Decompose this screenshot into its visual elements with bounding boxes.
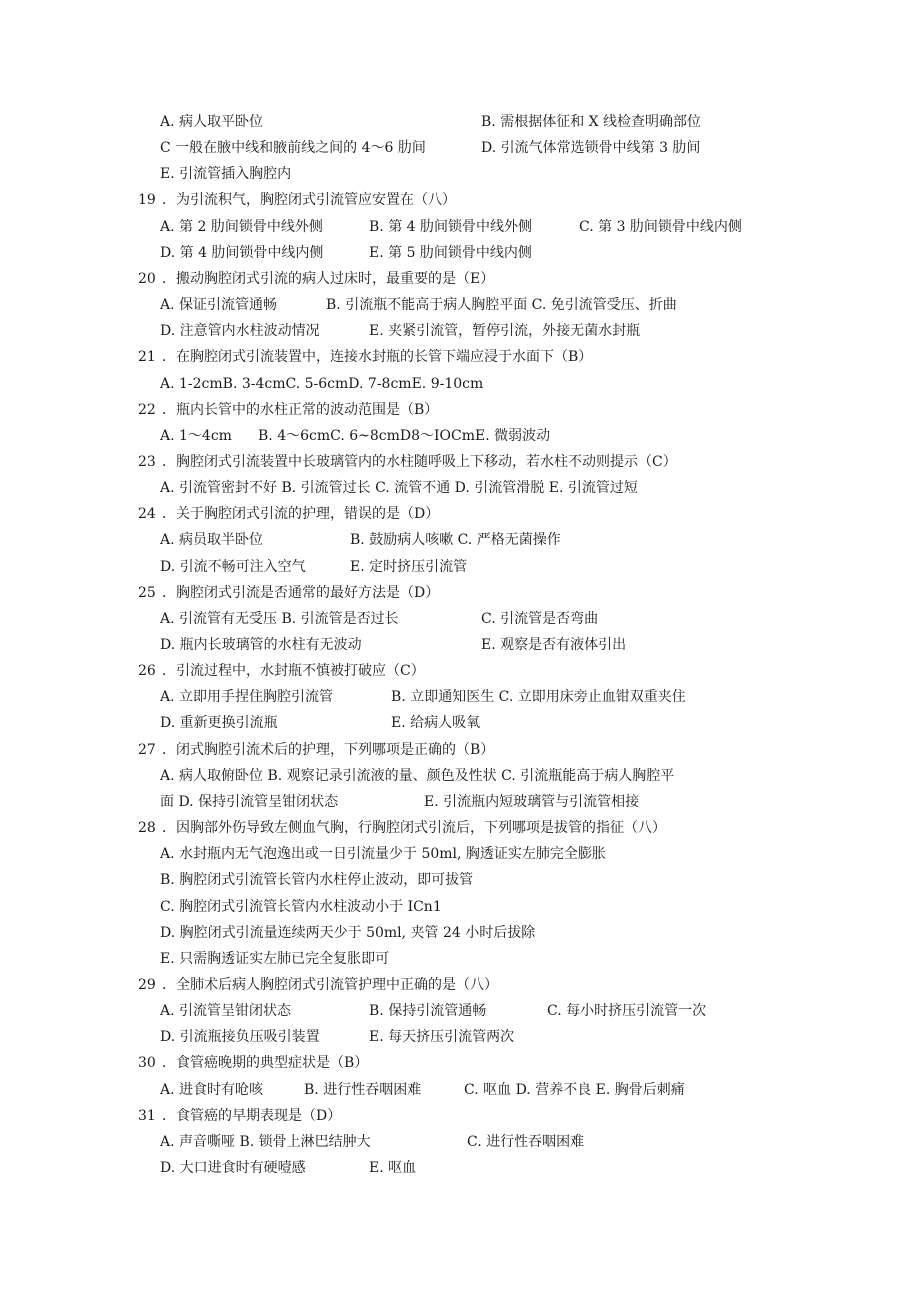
question-text: ．胸腔闭式引流装置中长玻璃管内的水柱随呼吸上下移动，若水柱不动则提示（C） <box>162 454 677 470</box>
answer-option: B. 保持引流管通畅 <box>369 1003 487 1019</box>
question-text: ．引流过程中，水封瓶不慎被打破应（C） <box>162 663 425 679</box>
answer-option: B. 引流瓶不能高于病人胸腔平面 C. 免引流管受压、折曲 <box>326 297 677 313</box>
answer-option: C. 引流管是否弯曲 <box>481 611 599 627</box>
answer-option: B. 4～6cmC. 6~8cmD8～IOCmE. 微弱波动 <box>258 428 551 444</box>
answer-option: D. 第 4 肋间锁骨中线内侧 <box>160 245 324 261</box>
answer-option: C. 每小时挤压引流管一次 <box>547 1003 707 1019</box>
question-text: ．因胸部外伤导致左侧血气胸，行胸腔闭式引流后，下列哪项是拔管的指征（八） <box>162 820 666 836</box>
question-stem <box>138 976 498 994</box>
answer-option: A. 引流管密封不好 B. 引流管过长 C. 流管不通 D. 引流管滑脱 E. 引流管过短 <box>160 480 638 496</box>
question-text: ．瓶内长管中的水柱正常的波动范围是（B） <box>162 402 439 418</box>
question-text: ．胸腔闭式引流是否通常的最好方法是（D） <box>162 585 440 601</box>
answer-option: A. 引流管呈钳闭状态 <box>160 1003 292 1019</box>
question-text: ．全肺术后病人胸腔闭式引流管护理中正确的是（八） <box>162 977 498 993</box>
answer-option: D. 重新更换引流瓶 <box>160 715 278 731</box>
answer-option: B. 进行性吞咽困难 <box>304 1082 422 1098</box>
answer-option: C. 呕血 D. 营养不良 E. 胸骨后刺痛 <box>464 1082 685 1098</box>
answer-option: E. 引流瓶内短玻璃管与引流管相接 <box>424 794 640 810</box>
question-stem <box>138 270 494 288</box>
answer-option: A. 立即用手捏住胸腔引流管 <box>160 689 334 705</box>
question-stem <box>138 191 456 209</box>
question-text: ．为引流积气，胸腔闭式引流管应安置在（八） <box>162 192 456 208</box>
answer-option: E. 给病人吸氧 <box>391 715 481 731</box>
question-stem <box>138 401 438 419</box>
answer-option: C. 第 3 肋间锁骨中线内侧 <box>579 219 742 235</box>
question-number: 29 <box>138 977 156 993</box>
answer-option: A. 保证引流管通畅 <box>160 297 278 313</box>
question-number: 20 <box>138 271 156 287</box>
question-text: ．食管癌的早期表现是（D） <box>162 1108 342 1124</box>
answer-option: C 一般在腋中线和腋前线之间的 4～6 肋间 <box>160 140 426 156</box>
answer-option: D. 引流不畅可注入空气 <box>160 559 306 575</box>
question-stem <box>138 348 592 366</box>
answer-option: C. 胸腔闭式引流管长管内水柱波动小于 ICn1 <box>160 899 442 915</box>
answer-option: A. 病人取俯卧位 B. 观察记录引流液的量、颜色及性状 C. 引流瓶能高于病人胸腔平 <box>160 768 675 784</box>
answer-option: E. 观察是否有液体引出 <box>481 637 627 653</box>
question-number: 21 <box>138 349 156 365</box>
answer-option: A. 1-2cmB. 3-4cmC. 5-6cmD. 7-8cmE. 9-10cm <box>160 376 484 392</box>
question-number: 22 <box>138 402 156 418</box>
answer-option: B. 第 4 肋间锁骨中线外侧 <box>369 219 532 235</box>
question-stem <box>138 584 439 602</box>
answer-option: C. 进行性吞咽困难 <box>467 1134 585 1150</box>
question-text: ．食管癌晚期的典型症状是（B） <box>162 1055 369 1071</box>
answer-option: D. 瓶内长玻璃管的水柱有无波动 <box>160 637 362 653</box>
answer-option: A. 引流管有无受压 B. 引流管是否过长 <box>160 611 399 627</box>
answer-option: B. 鼓励病人咳嗽 C. 严格无菌操作 <box>350 532 561 548</box>
question-stem <box>138 662 425 680</box>
answer-option: E. 引流管插入胸腔内 <box>160 166 292 182</box>
answer-option: A. 1～4cm <box>160 428 232 444</box>
question-number: 30 <box>138 1055 156 1071</box>
answer-option: E. 只需胸透证实左肺已完全复胀即可 <box>160 951 390 967</box>
answer-option: A. 声音嘶哑 B. 锁骨上淋巴结肿大 <box>160 1134 371 1150</box>
answer-option: A. 水封瓶内无气泡逸出或一日引流量少于 50ml, 胸透证实左肺完全膨胀 <box>160 846 606 862</box>
answer-option: D. 大口进食时有硬噎感 <box>160 1160 306 1176</box>
answer-option: A. 病员取半卧位 <box>160 532 264 548</box>
question-stem <box>138 819 666 837</box>
question-number: 31 <box>138 1108 156 1124</box>
question-number: 25 <box>138 585 156 601</box>
question-stem <box>138 1054 368 1072</box>
answer-option: B. 胸腔闭式引流管长管内水柱停止波动，即可拔管 <box>160 872 474 888</box>
question-stem <box>138 453 677 471</box>
question-number: 24 <box>138 506 156 522</box>
question-text: ．关于胸腔闭式引流的护理，错误的是（D） <box>162 506 440 522</box>
answer-option: A. 病人取平卧位 <box>160 114 264 130</box>
question-stem <box>138 741 494 759</box>
answer-option: 面 D. 保持引流管呈钳闭状态 <box>160 794 339 810</box>
question-stem <box>138 505 439 523</box>
answer-option: D. 注意管内水柱波动情况 <box>160 323 320 339</box>
answer-option: A. 进食时有呛咳 <box>160 1082 264 1098</box>
answer-option: E. 每天挤压引流管两次 <box>369 1029 515 1045</box>
answer-option: D. 胸腔闭式引流量连续两天少于 50ml, 夹管 24 小时后拔除 <box>160 925 536 941</box>
question-text: ．在胸腔闭式引流装置中，连接水封瓶的长管下端应浸于水面下（B） <box>162 349 593 365</box>
answer-option: E. 第 5 肋间锁骨中线内侧 <box>369 245 532 261</box>
answer-option: E. 定时挤压引流管 <box>350 559 468 575</box>
answer-option: E. 呕血 <box>369 1160 417 1176</box>
answer-option: A. 第 2 肋间锁骨中线外侧 <box>160 219 323 235</box>
question-number: 23 <box>138 454 156 470</box>
answer-option: B. 需根据体征和 X 线检查明确部位 <box>481 114 702 130</box>
question-number: 26 <box>138 663 156 679</box>
answer-option: B. 立即通知医生 C. 立即用床旁止血钳双重夹住 <box>391 689 686 705</box>
question-text: ．闭式胸腔引流术后的护理，下列哪项是正确的（B） <box>162 742 495 758</box>
question-text: ．搬动胸腔闭式引流的病人过床时，最重要的是（E） <box>162 271 495 287</box>
question-number: 19 <box>138 192 156 208</box>
answer-option: E. 夹紧引流管，暂停引流，外接无菌水封瓶 <box>369 323 641 339</box>
question-number: 27 <box>138 742 156 758</box>
answer-option: D. 引流气体常选锁骨中线第 3 肋间 <box>481 140 701 156</box>
question-number: 28 <box>138 820 156 836</box>
question-stem <box>138 1107 341 1125</box>
answer-option: D. 引流瓶接负压吸引装置 <box>160 1029 320 1045</box>
